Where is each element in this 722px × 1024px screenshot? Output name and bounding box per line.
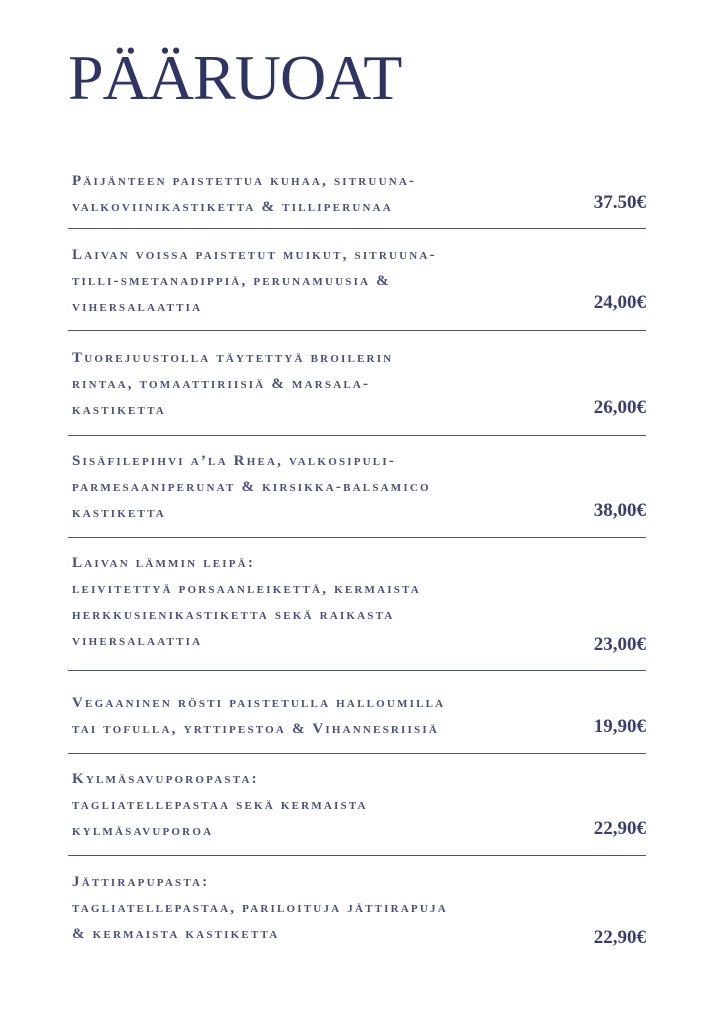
divider [68,435,646,436]
divider [68,855,646,856]
menu-item [72,345,652,423]
divider [68,753,646,754]
menu-item-price: 38,00€ [593,500,646,521]
menu-item-price: 23,00€ [593,634,646,655]
menu-item-price: 26,00€ [593,397,646,418]
page-title: PÄÄRUOAT [68,42,402,113]
menu-item-description: Sisäfilepihvi a’la Rhea, valkosipuli- parmesaaniperunat & kirsikka-balsamico kastiketta [72,453,431,521]
menu-item [72,690,652,742]
divider [68,670,646,671]
menu-item [72,766,652,844]
menu-item [72,242,652,318]
menu-item-price: 24,00€ [593,292,646,313]
menu-item-description: Päijänteen paistettua kuhaa, sitruuna- valkoviinikastiketta & tilliperunaa [72,173,417,215]
menu-item-price: 37.50€ [593,192,646,213]
divider [68,330,646,331]
menu-item-description: Kylmäsavuporopasta: tagliatellepastaa sekä kermaista kylmäsavuporoa [72,771,368,839]
divider [68,537,646,538]
menu-item-description: Laivan lämmin leipä: leivitettyä porsaanleikettä, kermaista herkkusienikastiketta sekä raikasta vihersalaattia [72,555,421,649]
menu-item-price: 19,90€ [593,716,646,737]
divider [68,228,646,229]
menu-item-description: Jättirapupasta: tagliatellepastaa, pariloituja jättirapuja & kermaista kastiketta [72,874,448,942]
menu-item-description: Laivan voissa paistetut muikut, sitruuna- tilli-smetanadippiä, perunamuusia & vihersalaattia [72,247,437,315]
menu-item-description: Tuorejuustolla täytettyä broilerin rintaa, tomaattiriisiä & marsala- kastiketta [72,350,394,418]
menu-item [72,168,652,218]
menu-item-price: 22,90€ [593,927,646,948]
menu-item-description: Vegaaninen rösti paistetulla halloumilla tai tofulla, yrttipestoa & Vihannesriisiä [72,695,446,737]
menu-item-price: 22,90€ [593,818,646,839]
menu-item [72,550,652,658]
menu-item [72,869,652,951]
menu-item [72,448,652,526]
